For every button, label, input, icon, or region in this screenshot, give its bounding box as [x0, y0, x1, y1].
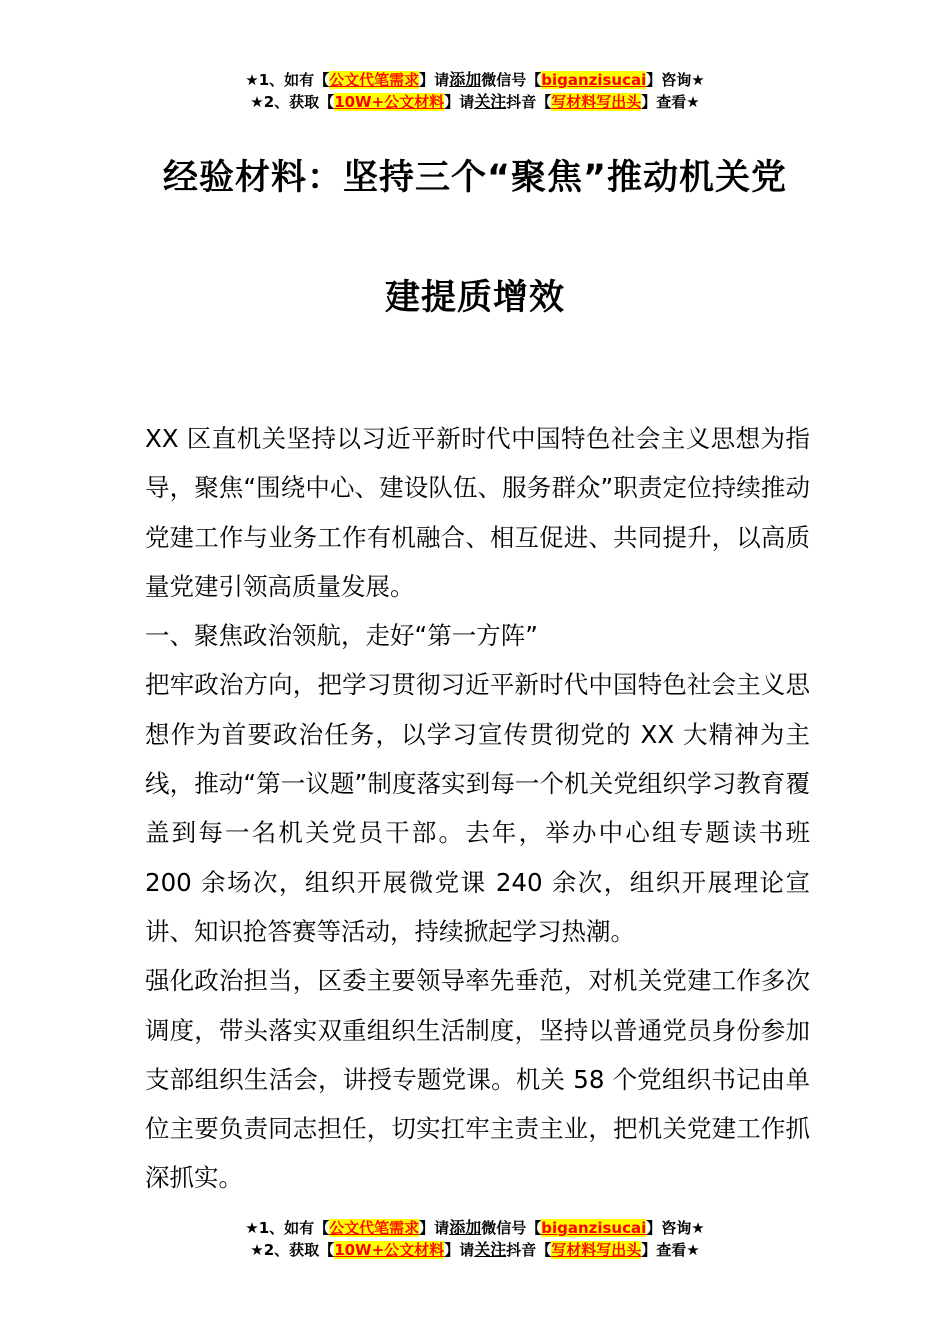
promo-line-2: ★2、获取【10W+公文材料】请关注抖音【写材料写出头】查看★ — [250, 92, 700, 111]
document-body — [145, 414, 810, 1203]
promo-highlight: 10W+公文材料 — [334, 93, 445, 111]
promo-line-2: ★2、获取【10W+公文材料】请关注抖音【写材料写出头】查看★ — [250, 1240, 700, 1259]
wechat-id: biganzisucai — [541, 71, 647, 89]
douyin-id: 写材料写出头 — [551, 1241, 642, 1259]
document-title-line-1: 经验材料：坚持三个“聚焦”推动机关党 — [162, 158, 787, 198]
document-title-line-2: 建提质增效 — [384, 278, 565, 318]
intro-paragraph: XX 区直机关坚持以习近平新时代中国特色社会主义思想为指导，聚焦“围绕中心、建设队伍、服务群众”职责定位持续推动党建工作与业务工作有机融合、相互促进、共同提升，以高质量党建引领高质量发展。 — [145, 424, 810, 601]
promo-footer — [0, 1217, 950, 1261]
section-heading: 一、聚焦政治领航，走好“第一方阵” — [145, 621, 538, 651]
promo-emphasis: 添加 — [449, 70, 482, 89]
promo-highlight: 公文代笔需求 — [329, 71, 420, 89]
promo-emphasis: 关注 — [474, 1240, 507, 1259]
wechat-id: biganzisucai — [541, 1219, 647, 1237]
promo-emphasis: 关注 — [474, 92, 507, 111]
body-paragraph: 强化政治担当，区委主要领导率先垂范，对机关党建工作多次调度，带头落实双重组织生活制度，坚持以普通党员身份参加支部组织生活会，讲授专题党课。机关 58 个党组织书记由单位主要负责同志担任，切实扛牢主责主业，把机关党建工作抓深抓实。 — [145, 966, 810, 1193]
body-paragraph: 把牢政治方向，把学习贯彻习近平新时代中国特色社会主义思想作为首要政治任务，以学习宣传贯彻党的 XX 大精神为主线，推动“第一议题”制度落实到每一个机关党组织学习教育覆盖到每一名机关党员干部。去年，举办中心组专题读书班 200 余场次，组织开展微党课 240 余次，组织开展理论宣讲、知识抢答赛等活动，持续掀起学习热潮。 — [145, 670, 810, 946]
promo-line-1: ★1、如有【公文代笔需求】请添加微信号【biganzisucai】咨询★ — [245, 1218, 705, 1237]
promo-highlight: 10W+公文材料 — [334, 1241, 445, 1259]
promo-line-1: ★1、如有【公文代笔需求】请添加微信号【biganzisucai】咨询★ — [245, 70, 705, 89]
promo-emphasis: 添加 — [449, 1218, 482, 1237]
promo-header — [0, 69, 950, 113]
promo-highlight: 公文代笔需求 — [329, 1219, 420, 1237]
douyin-id: 写材料写出头 — [551, 93, 642, 111]
